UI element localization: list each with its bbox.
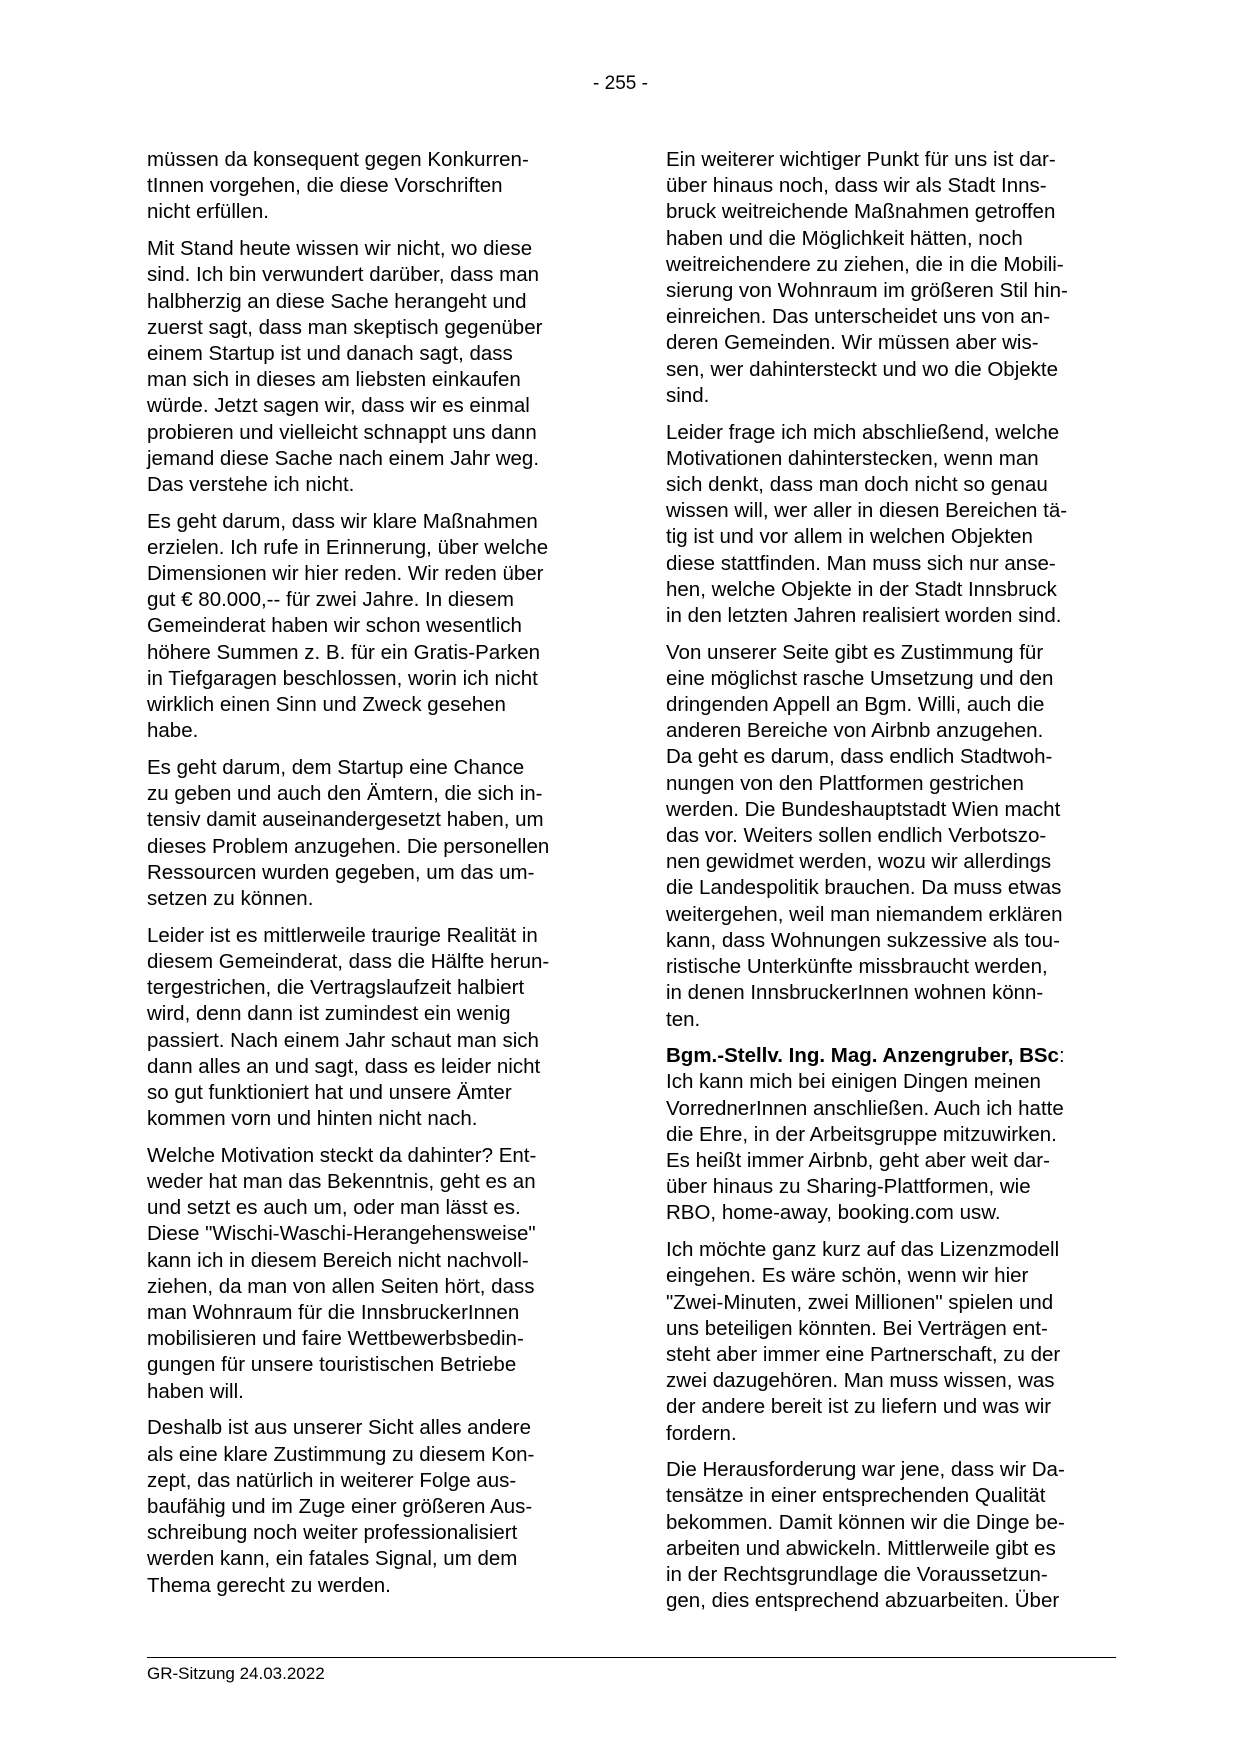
speaker-colon: :: [1058, 1044, 1065, 1068]
paragraph: müssen da konsequent gegen Konkurren- tInnen vorgehen, die diese Vorschriften nicht erfüllen.: [147, 148, 529, 224]
paragraph: Die Herausforderung war jene, dass wir Da- tensätze in einer entsprechenden Qualität bekommen. Damit können wir die Dinge be- arbeiten und abwickeln. Mittlerweile gibt es in der Rechtsgrundlage die Voraussetzun- gen, dies entsprechend abzuarbeiten. Über: [666, 1458, 1065, 1613]
paragraph: Leider frage ich mich abschließend, welche Motivationen dahinterstecken, wenn man sich denkt, dass man doch nicht so genau wissen will, wer aller in diesen Bereichen tä- tig ist und vor allem in welchen Objekten diese stattfinden. Man muss sich nur anse- hen, welche Objekte in der Stadt Innsbruck in den letzten Jahren realisiert worden sind.: [666, 420, 1068, 627]
speaker-paragraph: [666, 1043, 1116, 1226]
speaker-name: Bgm.-Stellv. Ing. Mag. Anzengruber, BSc: [666, 1044, 1059, 1068]
footer-divider: [147, 1657, 1116, 1658]
paragraph: Es geht darum, dass wir klare Maßnahmen erzielen. Ich rufe in Erinnerung, über welche Dimensionen wir hier reden. Wir reden über gut € 80.000,-- für zwei Jahre. In diesem Gemeinderat haben wir schon wesentlich höhere Summen z. B. für ein Gratis-Parken in Tiefgaragen beschlossen, worin ich nicht wirklich einen Sinn und Zweck gesehen habe.: [147, 509, 549, 743]
footer-session-date: GR-Sitzung 24.03.2022: [147, 1664, 325, 1683]
paragraph: Mit Stand heute wissen wir nicht, wo diese sind. Ich bin verwundert darüber, dass man halbherzig an diese Sache herangeht und zuerst sagt, dass man skeptisch gegenüber einem Startup ist und danach sagt, dass man sich in dieses am liebsten einkaufen würde. Jetzt sagen wir, dass wir es einmal probieren und vielleicht schnappt uns dann jemand diese Sache nach einem Jahr weg. Das verstehe ich nicht.: [147, 237, 543, 496]
paragraph: Es geht darum, dem Startup eine Chance zu geben und auch den Ämtern, die sich in- tensiv damit auseinandergesetzt haben, um dieses Problem anzugehen. Die personellen Ressourcen wurden gegeben, um das um- setzen zu können.: [147, 755, 550, 910]
page-number: - 255 -: [593, 73, 648, 94]
right-column: [666, 147, 1116, 1625]
paragraph: Ich möchte ganz kurz auf das Lizenzmodell eingehen. Es wäre schön, wenn wir hier "Zwei-Minuten, zwei Millionen" spielen und uns beteiligen könnten. Bei Verträgen ent- steht aber immer eine Partnerschaft, zu der zwei dazugehören. Man muss wissen, was der andere bereit ist zu liefern und was wir fordern.: [666, 1238, 1061, 1445]
paragraph: Leider ist es mittlerweile traurige Realität in diesem Gemeinderat, dass die Hälfte herun- tergestrichen, die Vertragslaufzeit halbiert wird, denn dann ist zumindest ein wenig passiert. Nach einem Jahr schaut man sich dann alles an und sagt, dass es leider nicht so gut funktioniert hat und unsere Ämter kommen vorn und hinten nicht nach.: [147, 923, 550, 1131]
paragraph: Welche Motivation steckt da dahinter? Ent- weder hat man das Bekenntnis, geht es an und setzt es auch um, oder man lässt es. Diese "Wischi-Waschi-Herangehensweise" kann ich in diesem Bereich nicht nachvoll- ziehen, da man von allen Seiten hört, dass man Wohnraum für die InnsbruckerInnen mobilisieren und faire Wettbewerbsbedin- gungen für unsere touristischen Betriebe haben will.: [147, 1143, 537, 1403]
speaker-text: Ich kann mich bei einigen Dingen meinen VorrednerInnen anschließen. Auch ich hatte die Ehre, in der Arbeitsgruppe mitzuwirken. Es heißt immer Airbnb, geht aber weit dar- über hinaus zu Sharing-Plattformen, wie RBO, home-away, booking.com usw.: [666, 1070, 1064, 1225]
left-column: [147, 147, 597, 1609]
paragraph: Deshalb ist aus unserer Sicht alles andere als eine klare Zustimmung zu diesem Kon- zept, das natürlich in weiterer Folge aus- baufähig und im Zuge einer größeren Aus- schreibung noch weiter professionalisiert werden kann, ein fatales Signal, um dem Thema gerecht zu werden.: [147, 1416, 535, 1597]
paragraph: Von unserer Seite gibt es Zustimmung für eine möglichst rasche Umsetzung und den dringenden Appell an Bgm. Willi, auch die anderen Bereiche von Airbnb anzugehen. Da geht es darum, dass endlich Stadtwoh- nungen von den Plattformen gestrichen werden. Die Bundeshauptstadt Wien macht das vor. Weiters sollen endlich Verbotszo- nen gewidmet werden, wozu wir allerdings die Landespolitik brauchen. Da muss etwas weitergehen, weil man niemandem erklären kann, dass Wohnungen sukzessive als tou- ristische Unterkünfte missbraucht werden, in denen InnsbruckerInnen wohnen könn- ten.: [666, 640, 1063, 1031]
paragraph: Ein weiterer wichtiger Punkt für uns ist dar- über hinaus noch, dass wir als Stadt Inns- bruck weitreichende Maßnahmen getroffen haben und die Möglichkeit hätten, noch weitreichendere zu ziehen, die in die Mobili- sierung von Wohnraum im größeren Stil hin- einreichen. Das unterscheidet uns von an- deren Gemeinden. Wir müssen aber wis- sen, wer dahintersteckt und wo die Objekte sind.: [666, 148, 1068, 407]
